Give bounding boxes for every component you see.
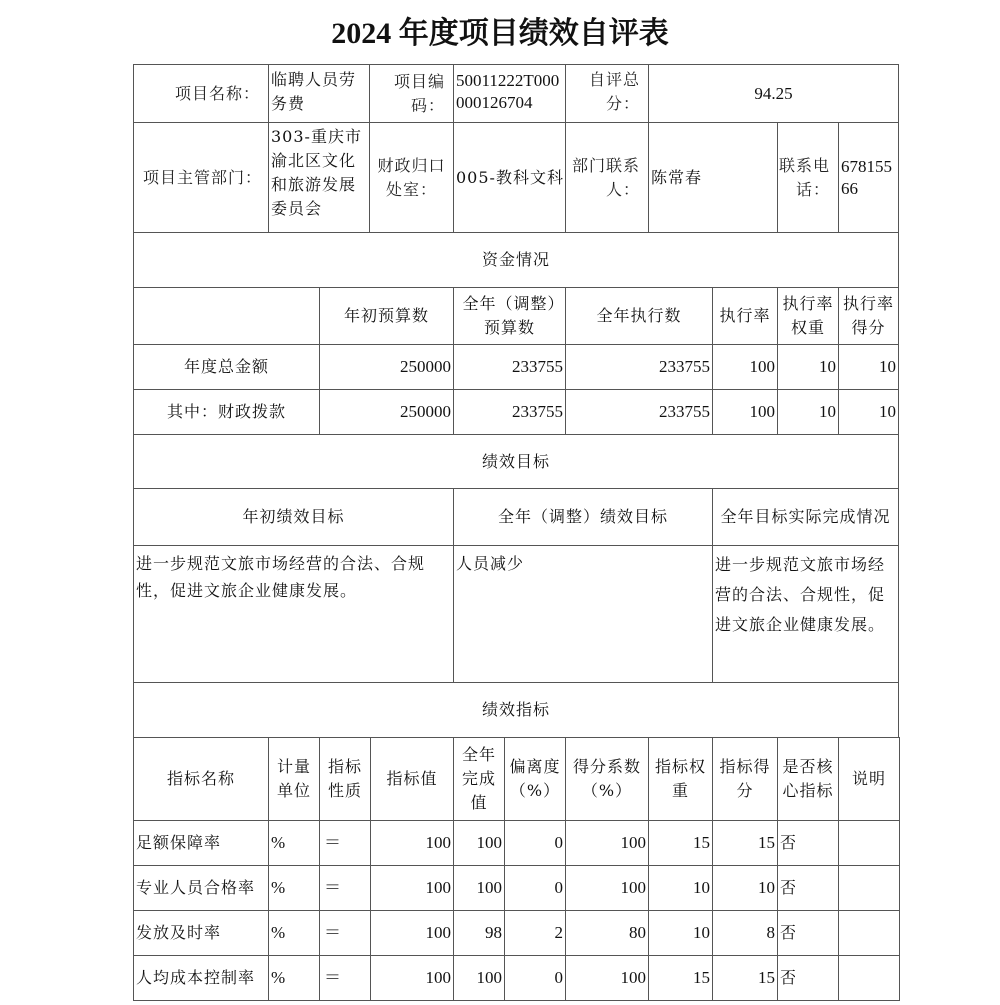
phone-label: 联系电话： [777, 122, 839, 233]
funds-cell: 233755 [565, 344, 713, 390]
indicator-cell: % [268, 820, 320, 866]
dept-label: 项目主管部门： [133, 122, 269, 233]
funds-header: 执行率得分 [838, 287, 899, 345]
indicator-name: 专业人员合格率 [133, 865, 269, 911]
funds-cell: 100 [712, 389, 778, 435]
indicator-cell: % [268, 865, 320, 911]
funds-header: 执行率 [712, 287, 778, 345]
funds-section-title: 资金情况 [133, 232, 899, 288]
indicator-cell: 10 [648, 865, 713, 911]
indicator-cell: 100 [565, 865, 649, 911]
goal-actual: 进一步规范文旅市场经营的合法、合规性，促进文旅企业健康发展。 [712, 545, 899, 683]
indicator-cell: 否 [777, 865, 839, 911]
goals-header: 全年目标实际完成情况 [712, 488, 899, 546]
funds-cell: 233755 [453, 389, 566, 435]
indicator-cell: ＝ [319, 910, 371, 956]
indicator-cell [838, 910, 900, 956]
indicator-header: 指标性质 [319, 737, 371, 821]
goals-section-title: 绩效目标 [133, 434, 899, 489]
funds-cell: 233755 [565, 389, 713, 435]
indicator-cell: 10 [648, 910, 713, 956]
indicator-header: 全年完成值 [453, 737, 505, 821]
indicator-cell: 100 [565, 820, 649, 866]
indicator-cell: 8 [712, 910, 778, 956]
funds-cell: 250000 [319, 344, 454, 390]
indicator-cell: 15 [648, 955, 713, 1001]
project-name-value: 临聘人员劳务费 [268, 64, 370, 123]
indicator-header: 指标权重 [648, 737, 713, 821]
indicator-name: 足额保障率 [133, 820, 269, 866]
funds-row-label: 年度总金额 [133, 344, 320, 390]
funds-cell: 100 [712, 344, 778, 390]
indicator-header: 偏离度（%） [504, 737, 566, 821]
contact-value: 陈常春 [648, 122, 778, 233]
indicators-section-title: 绩效指标 [133, 682, 899, 738]
dept-value: 303-重庆市渝北区文化和旅游发展委员会 [268, 122, 370, 233]
indicator-cell: 80 [565, 910, 649, 956]
indicator-cell: ＝ [319, 955, 371, 1001]
indicator-cell: % [268, 955, 320, 1001]
funds-cell: 10 [838, 344, 899, 390]
score-label: 自评总分： [565, 64, 649, 123]
goal-initial: 进一步规范文旅市场经营的合法、合规性，促进文旅企业健康发展。 [133, 545, 454, 683]
indicator-header: 计量单位 [268, 737, 320, 821]
indicator-cell: 100 [453, 955, 505, 1001]
indicator-cell [838, 955, 900, 1001]
indicator-cell: 100 [453, 865, 505, 911]
indicator-cell: % [268, 910, 320, 956]
indicator-header: 是否核心指标 [777, 737, 839, 821]
indicator-cell [838, 865, 900, 911]
funds-cell: 10 [838, 389, 899, 435]
project-code-value: 50011222T000000126704 [453, 64, 566, 123]
goals-header: 全年（调整）绩效目标 [453, 488, 713, 546]
indicator-header: 指标得分 [712, 737, 778, 821]
funds-header: 年初预算数 [319, 287, 454, 345]
contact-label: 部门联系人： [565, 122, 649, 233]
indicator-cell: 15 [648, 820, 713, 866]
indicator-cell: 15 [712, 955, 778, 1001]
goals-header: 年初绩效目标 [133, 488, 454, 546]
score-value: 94.25 [648, 64, 899, 123]
indicator-cell: 100 [370, 820, 454, 866]
indicator-cell: ＝ [319, 820, 371, 866]
funds-header: 全年执行数 [565, 287, 713, 345]
indicator-name: 人均成本控制率 [133, 955, 269, 1001]
indicator-cell: 0 [504, 865, 566, 911]
indicator-cell: 否 [777, 820, 839, 866]
indicator-cell [838, 820, 900, 866]
goal-adjusted: 人员减少 [453, 545, 713, 683]
project-code-label: 项目编码： [369, 64, 454, 123]
indicator-cell: 0 [504, 955, 566, 1001]
indicator-cell: 100 [370, 865, 454, 911]
indicator-cell: 否 [777, 910, 839, 956]
funds-row-label: 其中：财政拨款 [133, 389, 320, 435]
finance-value: 005-教科文科 [453, 122, 566, 233]
funds-cell: 10 [777, 389, 839, 435]
indicator-cell: 10 [712, 865, 778, 911]
funds-header-empty [133, 287, 320, 345]
indicator-cell: 98 [453, 910, 505, 956]
indicator-header: 说明 [838, 737, 900, 821]
indicator-cell: 100 [565, 955, 649, 1001]
indicator-header: 指标值 [370, 737, 454, 821]
funds-header: 全年（调整）预算数 [453, 287, 566, 345]
phone-value: 67815566 [838, 122, 899, 233]
funds-cell: 233755 [453, 344, 566, 390]
indicator-cell: 否 [777, 955, 839, 1001]
funds-cell: 10 [777, 344, 839, 390]
indicator-cell: 15 [712, 820, 778, 866]
project-name-label: 项目名称： [133, 64, 269, 123]
indicator-cell: 100 [370, 955, 454, 1001]
indicator-cell: 100 [453, 820, 505, 866]
indicator-cell: 2 [504, 910, 566, 956]
indicator-cell: ＝ [319, 865, 371, 911]
finance-label: 财政归口处室： [369, 122, 454, 233]
funds-header: 执行率权重 [777, 287, 839, 345]
indicator-header: 得分系数（%） [565, 737, 649, 821]
indicator-name: 发放及时率 [133, 910, 269, 956]
page-title: 2024 年度项目绩效自评表 [331, 17, 669, 50]
funds-cell: 250000 [319, 389, 454, 435]
indicator-cell: 0 [504, 820, 566, 866]
indicator-header: 指标名称 [133, 737, 269, 821]
indicator-cell: 100 [370, 910, 454, 956]
